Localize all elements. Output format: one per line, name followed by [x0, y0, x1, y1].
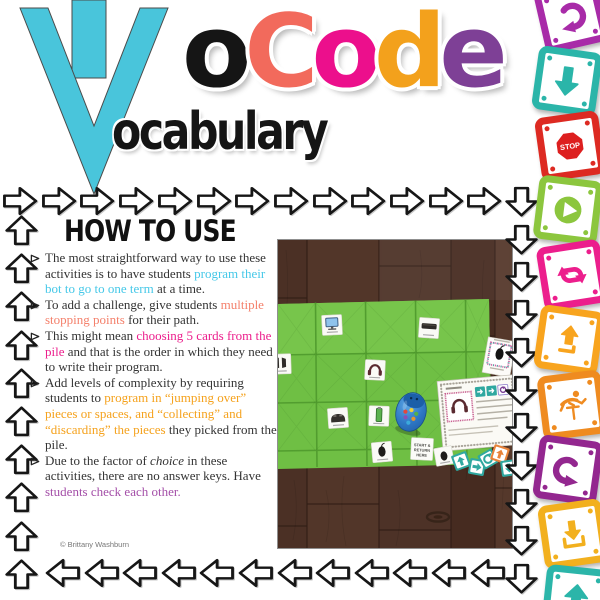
- right-arrowhead-icon: [30, 375, 45, 393]
- right-arrowhead-icon: [30, 297, 45, 315]
- title-letter: d: [373, 0, 440, 110]
- instruction-text: To add a challenge, give students multiple stopping points for their path.: [45, 296, 264, 328]
- title-letter: e: [439, 0, 501, 110]
- border-arrow-right-icon: [389, 185, 426, 217]
- border-arrow-up-icon: [3, 214, 40, 246]
- title-vocabulary: ocabulary: [112, 102, 327, 162]
- worksheet: [437, 375, 512, 452]
- turn-left-icon: [532, 433, 600, 505]
- play-icon: [532, 175, 600, 246]
- start-card: [410, 437, 433, 460]
- border-arrow-left-icon: [198, 557, 235, 589]
- border-arrow-left-icon: [391, 557, 428, 589]
- border-arrow-left-icon: [430, 557, 467, 589]
- instruction-text: Add levels of complexity by requiring students to program in “jumping over” pieces or spaces, and “collecting” and “discarding” the pieces they picked from the pile.: [45, 374, 277, 453]
- border-arrow-right-icon: [2, 185, 39, 217]
- logo-arrow-shaft: [72, 0, 106, 78]
- how-to-use-heading: HOW TO USE: [64, 214, 236, 248]
- border-arrow-left-icon: [237, 557, 274, 589]
- border-arrow-right-icon: [350, 185, 387, 217]
- border-arrow-right-icon: [41, 185, 78, 217]
- speakers-card: [278, 354, 291, 375]
- svg-text:RETURN: RETURN: [413, 447, 431, 453]
- headphones-card: [364, 359, 385, 380]
- toaster-card: [327, 407, 348, 428]
- title-letter: o: [311, 0, 374, 110]
- monitor-card: [321, 314, 342, 335]
- copyright-text: © Brittany Washburn: [60, 540, 130, 549]
- border-arrow-right-icon: [196, 185, 233, 217]
- instruction-item: [30, 328, 278, 375]
- instruction-item: [30, 250, 278, 297]
- right-arrowhead-icon: [30, 250, 45, 268]
- jump-forward-icon: [533, 304, 600, 376]
- border-arrow-left-icon: [469, 557, 506, 589]
- border-arrow-right-icon: [118, 185, 155, 217]
- border-arrow-left-icon: [353, 557, 390, 589]
- border-arrow-down-icon: [503, 412, 540, 444]
- flash-drive-card: [369, 406, 390, 427]
- border-arrow-left-icon: [160, 557, 197, 589]
- title-vocode: [182, 0, 501, 110]
- activity-photo: [277, 239, 513, 549]
- border-arrow-left-icon: [83, 557, 120, 589]
- border-arrow-down-icon: [503, 525, 540, 557]
- instructions-list: [30, 250, 278, 500]
- svg-text:STOP: STOP: [559, 140, 581, 152]
- title-letter: C: [244, 0, 312, 110]
- border-arrow-up-icon: [3, 558, 40, 590]
- hurdle-jump-icon: [536, 369, 600, 440]
- instruction-text: Due to the factor of choice in these activities, there are no answer keys. Have students check each other.: [45, 452, 261, 499]
- instruction-text: This might mean choosing 5 cards from the pile and that is the order in which they need to write their program.: [45, 327, 273, 375]
- stop-sign-icon: [534, 109, 600, 181]
- right-arrowhead-icon: [30, 328, 45, 346]
- border-arrow-down-icon: [503, 299, 540, 331]
- instruction-item: [30, 453, 278, 500]
- border-arrow-right-icon: [234, 185, 271, 217]
- instruction-item: [30, 375, 278, 453]
- repeat-icon: [535, 239, 600, 312]
- border-arrow-right-icon: [312, 185, 349, 217]
- svg-text:START &: START &: [413, 442, 431, 448]
- v-down-arrow-logo: [16, 0, 172, 196]
- border-arrow-left-icon: [44, 557, 81, 589]
- border-arrow-left-icon: [314, 557, 351, 589]
- instruction-text: The most straightforward way to use these activities is to have students program their bot to go to one term at a time.: [45, 250, 266, 297]
- keyboard-card: [418, 317, 439, 338]
- border-arrow-down-icon: [503, 563, 540, 595]
- border-arrow-right-icon: [273, 185, 310, 217]
- border-arrow-up-icon: [3, 520, 40, 552]
- border-arrow-left-icon: [276, 557, 313, 589]
- right-arrowhead-icon: [30, 453, 45, 471]
- border-arrow-down-icon: [503, 375, 540, 407]
- border-arrow-right-icon: [79, 185, 116, 217]
- arrow-up-icon: [541, 564, 600, 600]
- arrow-down-icon: [531, 45, 600, 117]
- mouse-card: [371, 441, 393, 463]
- instruction-item: [30, 297, 278, 328]
- border-arrow-down-icon: [503, 261, 540, 293]
- border-arrow-right-icon: [428, 185, 465, 217]
- border-arrow-right-icon: [466, 185, 503, 217]
- collect-icon: [537, 498, 600, 570]
- title-letter: o: [182, 0, 245, 110]
- border-arrow-left-icon: [121, 557, 158, 589]
- svg-text:HERE: HERE: [416, 452, 428, 458]
- border-arrow-right-icon: [157, 185, 194, 217]
